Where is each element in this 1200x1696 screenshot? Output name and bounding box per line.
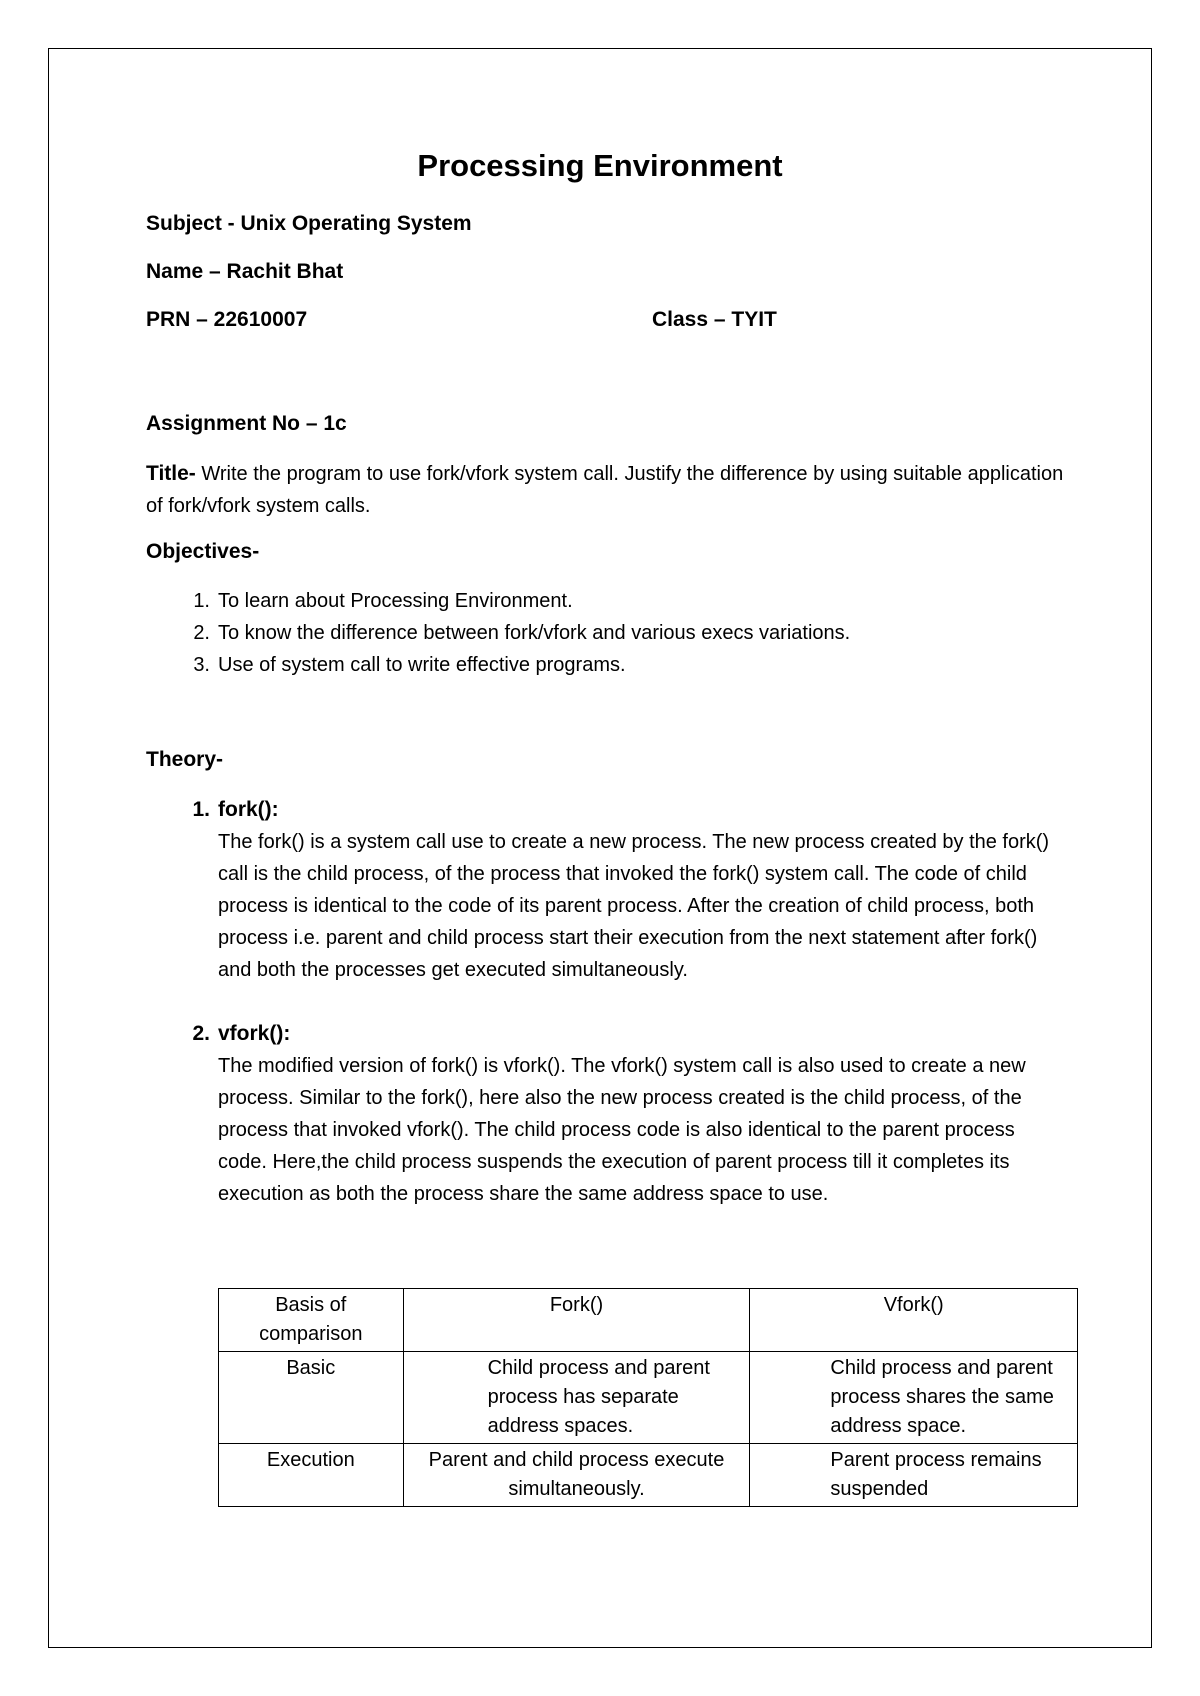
table-row xyxy=(219,1444,1078,1507)
subject-line: Subject - Unix Operating System xyxy=(146,212,472,235)
objective-item: Use of system call to write effective programs. xyxy=(218,654,626,676)
theory-text-vfork: The modified version of fork() is vfork(). The vfork() system call is also used to create a new process. Similar to the fork(), here also the new process created is the child process, of the process that invoked vfork(). The child process code is also identical to the parent process code. Here,the child process suspends the execution of parent process till it completes its execution as both the process share the same address space to use. xyxy=(218,1055,1026,1205)
theory-text-fork: The fork() is a system call use to create a new process. The new process created by the fork() call is the child process, of the process that invoked the fork() system call. The code of child process is identical to the code of its parent process. After the creation of child process, both process i.e. parent and child process start their execution from the next statement after fork() and both the processes get executed simultaneously. xyxy=(218,831,1050,981)
table-cell: Basic xyxy=(219,1352,404,1444)
assignment-title xyxy=(146,458,1076,522)
theory-heading-fork: fork(): xyxy=(218,798,279,821)
table-header-cell: Basis of comparison xyxy=(219,1289,404,1352)
title-label: Title- xyxy=(146,462,196,485)
class-line: Class – TYIT xyxy=(652,308,777,331)
table-cell: Parent and child process execute simultaneously. xyxy=(403,1444,750,1507)
objective-item: To know the difference between fork/vfork and various execs variations. xyxy=(218,622,851,644)
table-header-cell: Fork() xyxy=(403,1289,750,1352)
prn-line: PRN – 22610007 xyxy=(146,308,308,331)
table-cell: Parent process remains suspended xyxy=(750,1444,1078,1507)
table-row xyxy=(219,1352,1078,1444)
objective-number: 3. xyxy=(193,654,210,676)
name-line: Name – Rachit Bhat xyxy=(146,260,344,283)
theory-number: 1. xyxy=(192,798,210,821)
table-cell: Execution xyxy=(219,1444,404,1507)
comparison-table xyxy=(218,1288,1078,1507)
objective-number: 1. xyxy=(193,590,210,612)
table-header-cell: Vfork() xyxy=(750,1289,1078,1352)
theory-number: 2. xyxy=(192,1022,210,1045)
theory-heading-vfork: vfork(): xyxy=(218,1022,291,1045)
objective-item: To learn about Processing Environment. xyxy=(218,590,573,612)
table-cell: Child process and parent process shares the same address space. xyxy=(750,1352,1078,1444)
title-text: Write the program to use fork/vfork system call. Justify the difference by using suitable application of fork/vfork system calls. xyxy=(146,463,1064,517)
document-title: Processing Environment xyxy=(417,148,783,183)
table-header-row xyxy=(219,1289,1078,1352)
objective-number: 2. xyxy=(193,622,210,644)
objectives-heading: Objectives- xyxy=(146,540,260,563)
table-cell: Child process and parent process has separate address spaces. xyxy=(403,1352,750,1444)
assignment-line: Assignment No – 1c xyxy=(146,412,347,435)
theory-heading: Theory- xyxy=(146,748,224,771)
